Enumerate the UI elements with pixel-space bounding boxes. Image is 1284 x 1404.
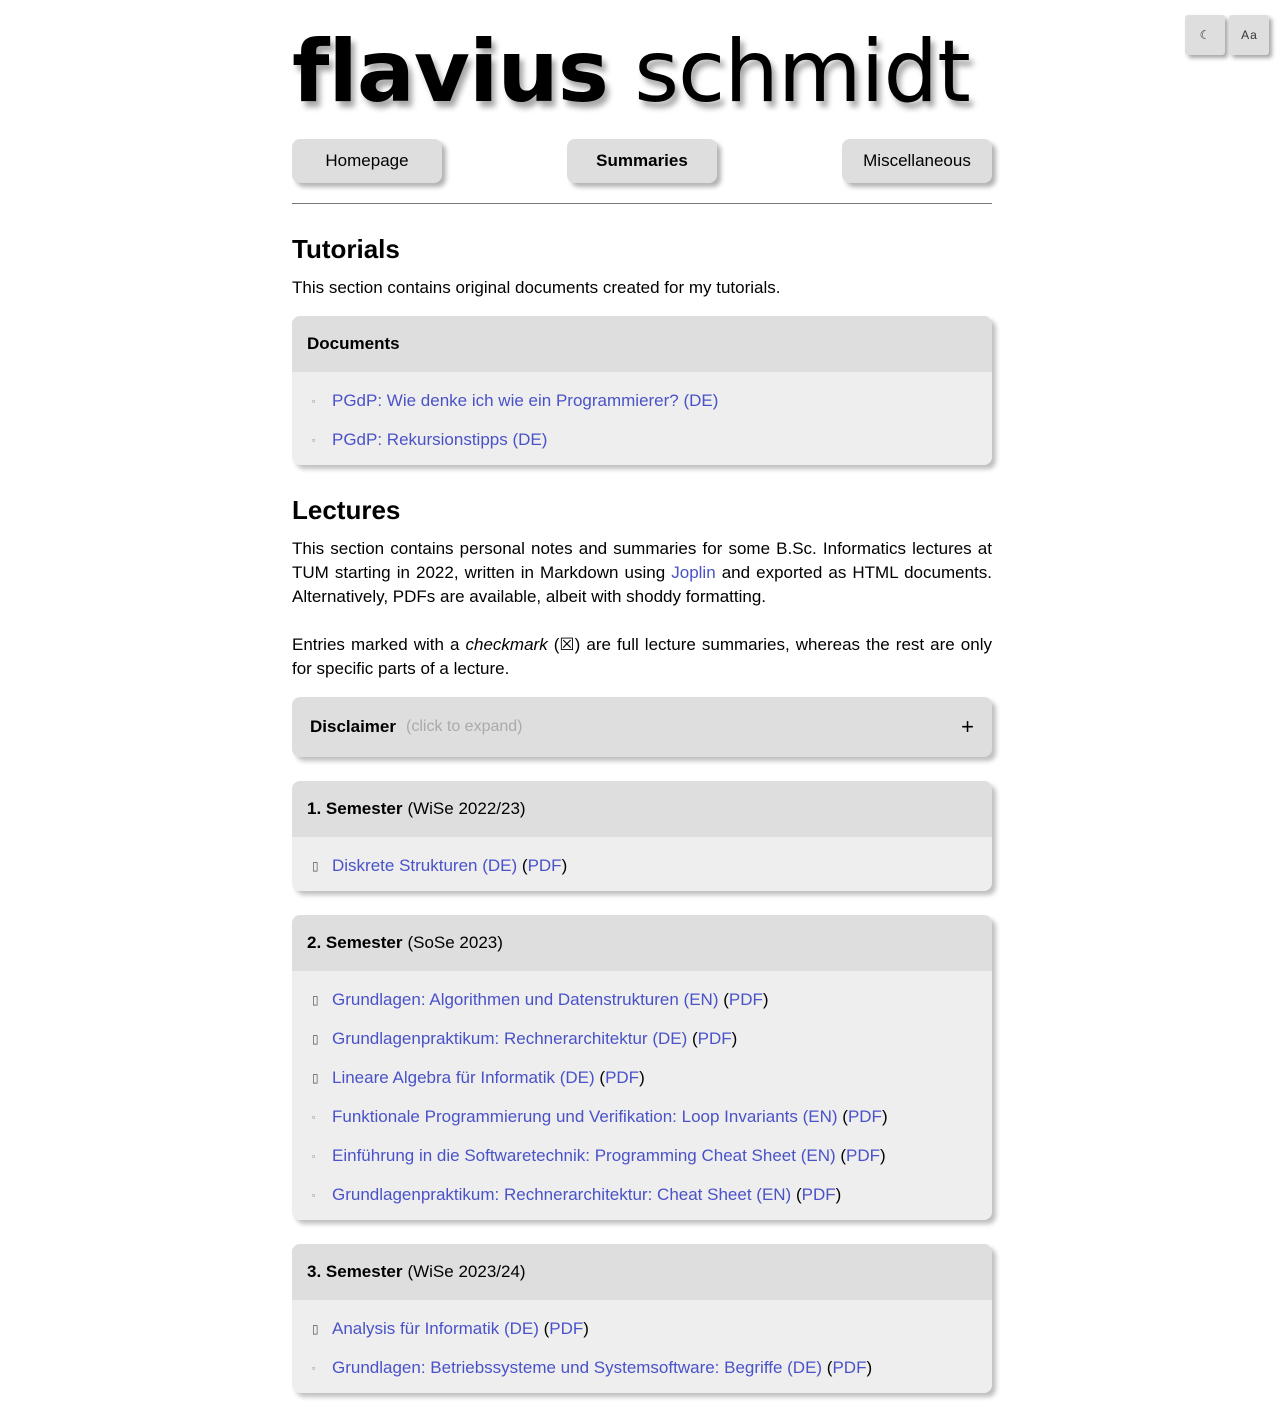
bullet-icon: ▫ bbox=[312, 434, 316, 445]
disclaimer-hint: (click to expand) bbox=[406, 718, 523, 735]
disclaimer-expander[interactable] bbox=[292, 697, 992, 757]
checkmark-note-c: ) are full lecture summaries, whereas the rest are only for specific parts of a lecture. bbox=[292, 635, 992, 678]
document-link[interactable]: Grundlagen: Algorithmen und Datenstrukturen (EN) bbox=[332, 989, 719, 1009]
checkmark-note-em: checkmark bbox=[465, 635, 548, 654]
semester-header bbox=[292, 1244, 992, 1300]
checkmark-icon: ▯ bbox=[312, 1070, 319, 1085]
list-item bbox=[292, 381, 992, 420]
semester-list bbox=[292, 781, 992, 1393]
list-item bbox=[292, 1348, 992, 1387]
semester-title: 1. Semester bbox=[307, 799, 403, 818]
moon-icon: ☾ bbox=[1199, 28, 1211, 42]
paren: ) bbox=[731, 1028, 738, 1048]
documents-title: Documents bbox=[307, 334, 400, 353]
bullet-icon: ▫ bbox=[312, 395, 316, 406]
paren: ) bbox=[583, 1318, 589, 1338]
document-link[interactable]: Diskrete Strukturen (DE) bbox=[332, 855, 518, 875]
checkmark-icon: ▯ bbox=[312, 1321, 319, 1336]
semester-box bbox=[292, 1244, 992, 1393]
top-buttons bbox=[1185, 15, 1269, 55]
lectures-intro-b: and exported as HTML documents. Alternatively, PDFs are available, albeit with shoddy formatting. bbox=[292, 563, 992, 606]
disclaimer-label: Disclaimer bbox=[310, 717, 396, 736]
bullet-icon: ▫ bbox=[312, 1150, 316, 1161]
paren: ( bbox=[594, 1067, 606, 1087]
plus-icon: + bbox=[961, 714, 974, 739]
divider bbox=[292, 203, 992, 204]
document-link[interactable]: Analysis für Informatik (DE) bbox=[332, 1318, 539, 1338]
semester-term: (SoSe 2023) bbox=[407, 933, 503, 952]
paren: ) bbox=[866, 1357, 873, 1377]
document-link[interactable]: Grundlagenpraktikum: Rechnerarchitektur (DE) bbox=[332, 1028, 688, 1048]
paren: ) bbox=[639, 1067, 645, 1087]
pdf-link[interactable]: PDF bbox=[832, 1357, 867, 1377]
logo-last-name: schmidt bbox=[634, 22, 970, 122]
bullet-icon: ▫ bbox=[312, 1362, 316, 1373]
semester-title: 2. Semester bbox=[307, 933, 403, 952]
list-item bbox=[292, 1309, 992, 1348]
list-item bbox=[292, 420, 992, 459]
joplin-link[interactable]: Joplin bbox=[671, 563, 716, 582]
semester-items bbox=[292, 837, 992, 891]
document-link[interactable]: Grundlagen: Betriebssysteme und Systemsoftware: Begriffe (DE) bbox=[332, 1357, 823, 1377]
semester-box bbox=[292, 781, 992, 891]
pdf-link[interactable]: PDF bbox=[847, 1106, 882, 1126]
checkmark-icon: ▯ bbox=[312, 1031, 319, 1046]
paren: ) bbox=[762, 989, 769, 1009]
document-link[interactable]: Einführung in die Softwaretechnik: Programming Cheat Sheet (EN) bbox=[332, 1145, 836, 1165]
lectures-intro bbox=[292, 537, 992, 609]
pdf-link[interactable]: PDF bbox=[605, 1067, 640, 1087]
paren: ) bbox=[880, 1145, 886, 1165]
paren: ( bbox=[718, 989, 729, 1009]
paren: ( bbox=[837, 1106, 848, 1126]
lectures-checkmark-note bbox=[292, 633, 992, 681]
documents-list bbox=[292, 372, 992, 465]
document-link[interactable]: Funktionale Programmierung und Verifikation: Loop Invariants (EN) bbox=[332, 1106, 838, 1126]
checkmark-icon: ▯ bbox=[312, 858, 319, 873]
semester-term: (WiSe 2023/24) bbox=[407, 1262, 526, 1281]
documents-box bbox=[292, 316, 992, 465]
site-logo[interactable] bbox=[292, 22, 992, 122]
nav-miscellaneous[interactable]: Miscellaneous bbox=[842, 139, 992, 183]
logo-first-name: flavius bbox=[292, 22, 608, 122]
font-toggle-button[interactable] bbox=[1229, 15, 1269, 55]
paren: ( bbox=[687, 1028, 698, 1048]
paren: ( bbox=[791, 1184, 802, 1204]
pdf-link[interactable]: PDF bbox=[549, 1318, 584, 1338]
tutorials-description: This section contains original documents created for my tutorials. bbox=[292, 278, 781, 297]
nav-homepage[interactable]: Homepage bbox=[292, 139, 442, 183]
semester-title: 3. Semester bbox=[307, 1262, 403, 1281]
semester-items bbox=[292, 971, 992, 1220]
checkmark-icon: ▯ bbox=[312, 992, 319, 1007]
main-nav bbox=[292, 139, 992, 183]
lectures-intro-a: This section contains personal notes and summaries for some B.Sc. Informatics lectures at TUM starting in 2022, written in Markdown using bbox=[292, 539, 992, 582]
pdf-link[interactable]: PDF bbox=[846, 1145, 881, 1165]
semester-term: (WiSe 2022/23) bbox=[407, 799, 526, 818]
document-link[interactable]: PGdP: Wie denke ich wie ein Programmierer? (DE) bbox=[332, 390, 719, 410]
pdf-link[interactable]: PDF bbox=[801, 1184, 836, 1204]
semester-items bbox=[292, 1300, 992, 1393]
list-item bbox=[292, 1058, 992, 1097]
documents-header bbox=[292, 316, 992, 372]
pdf-link[interactable]: PDF bbox=[728, 989, 763, 1009]
list-item bbox=[292, 1019, 992, 1058]
paren: ) bbox=[561, 855, 568, 875]
paren: ( bbox=[835, 1145, 847, 1165]
list-item bbox=[292, 1175, 992, 1214]
list-item bbox=[292, 846, 992, 885]
paren: ) bbox=[835, 1184, 842, 1204]
paren: ( bbox=[517, 855, 528, 875]
main-content bbox=[292, 0, 992, 1393]
pdf-link[interactable]: PDF bbox=[697, 1028, 732, 1048]
semester-box bbox=[292, 915, 992, 1220]
paren: ( bbox=[538, 1318, 550, 1338]
list-item bbox=[292, 1097, 992, 1136]
pdf-link[interactable]: PDF bbox=[527, 855, 562, 875]
text-size-icon: A a bbox=[1241, 28, 1257, 42]
bullet-icon: ▫ bbox=[312, 1189, 316, 1200]
tutorials-heading: Tutorials bbox=[292, 234, 400, 264]
list-item bbox=[292, 1136, 992, 1175]
checkmark-note-b: ( bbox=[547, 635, 560, 654]
checkmark-note-a: Entries marked with a bbox=[292, 635, 466, 654]
checkbox-icon: ☒ bbox=[559, 635, 575, 654]
semester-header bbox=[292, 915, 992, 971]
list-item bbox=[292, 980, 992, 1019]
nav-summaries[interactable]: Summaries bbox=[567, 139, 717, 183]
semester-header bbox=[292, 781, 992, 837]
document-link[interactable]: Lineare Algebra für Informatik (DE) bbox=[332, 1067, 595, 1087]
document-link[interactable]: PGdP: Rekursionstipps (DE) bbox=[332, 429, 548, 449]
lectures-heading: Lectures bbox=[292, 495, 401, 525]
paren: ) bbox=[881, 1106, 888, 1126]
document-link[interactable]: Grundlagenpraktikum: Rechnerarchitektur: Cheat Sheet (EN) bbox=[332, 1184, 792, 1204]
bullet-icon: ▫ bbox=[312, 1111, 316, 1122]
theme-toggle-button[interactable] bbox=[1185, 15, 1225, 55]
paren: ( bbox=[822, 1357, 833, 1377]
